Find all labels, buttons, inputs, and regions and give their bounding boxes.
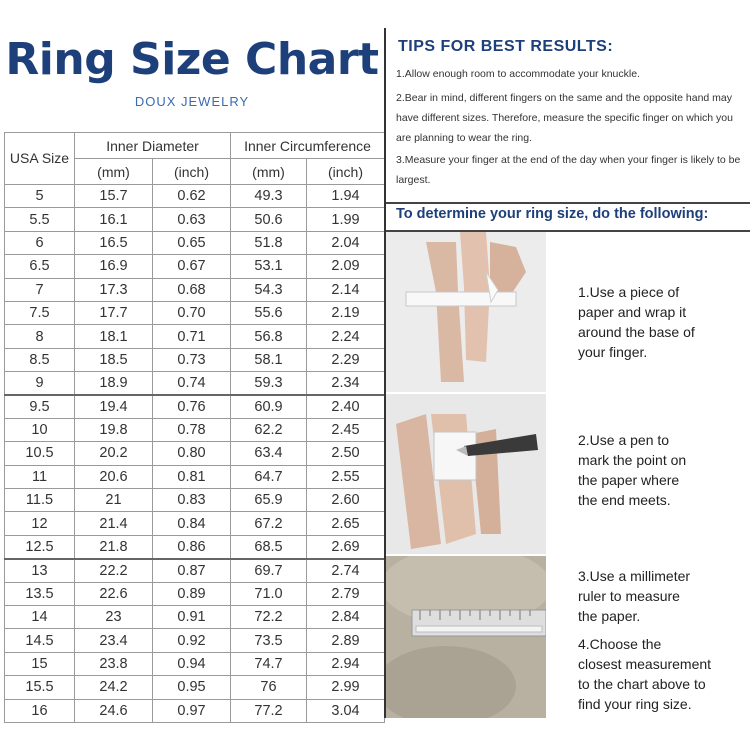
cell-circumference-mm: 65.9 [231, 489, 307, 512]
table-row [5, 442, 385, 465]
header-diameter-inch: (inch) [153, 159, 231, 185]
table-header-row [5, 133, 385, 159]
cell-circumference-inch: 2.55 [307, 465, 385, 488]
cell-usa-size: 14 [5, 606, 75, 629]
ruler-measure-icon [386, 556, 546, 718]
cell-circumference-inch: 2.74 [307, 559, 385, 582]
cell-diameter-inch: 0.78 [153, 418, 231, 441]
cell-diameter-inch: 0.62 [153, 185, 231, 208]
cell-usa-size: 9 [5, 372, 75, 395]
cell-diameter-mm: 20.6 [75, 465, 153, 488]
table-row [5, 372, 385, 395]
table-row [5, 395, 385, 418]
cell-circumference-inch: 2.99 [307, 676, 385, 699]
cell-circumference-inch: 2.65 [307, 512, 385, 535]
table-row [5, 535, 385, 558]
tip-3: 3.Measure your finger at the end of the day when your finger is likely to be largest. [396, 154, 741, 186]
cell-usa-size: 12 [5, 512, 75, 535]
header-usa-size: USA Size [5, 133, 75, 185]
cell-circumference-inch: 2.19 [307, 301, 385, 324]
cell-circumference-mm: 71.0 [231, 582, 307, 605]
cell-usa-size: 10.5 [5, 442, 75, 465]
cell-usa-size: 8 [5, 325, 75, 348]
cell-diameter-mm: 19.8 [75, 418, 153, 441]
cell-diameter-inch: 0.89 [153, 582, 231, 605]
cell-usa-size: 11 [5, 465, 75, 488]
step-3-text: 3.Use a millimeter ruler to measure the paper. [578, 568, 691, 624]
cell-circumference-mm: 51.8 [231, 231, 307, 254]
cell-diameter-mm: 21.4 [75, 512, 153, 535]
cell-circumference-mm: 58.1 [231, 348, 307, 371]
cell-diameter-inch: 0.84 [153, 512, 231, 535]
cell-diameter-inch: 0.86 [153, 535, 231, 558]
table-row [5, 676, 385, 699]
cell-circumference-mm: 62.2 [231, 418, 307, 441]
table-row [5, 325, 385, 348]
cell-circumference-mm: 54.3 [231, 278, 307, 301]
cell-diameter-mm: 18.5 [75, 348, 153, 371]
cell-usa-size: 12.5 [5, 535, 75, 558]
table-row [5, 348, 385, 371]
cell-circumference-inch: 2.84 [307, 606, 385, 629]
cell-circumference-mm: 74.7 [231, 652, 307, 675]
cell-circumference-mm: 69.7 [231, 559, 307, 582]
cell-diameter-mm: 23.8 [75, 652, 153, 675]
cell-usa-size: 5 [5, 185, 75, 208]
cell-usa-size: 6.5 [5, 255, 75, 278]
cell-usa-size: 5.5 [5, 208, 75, 231]
cell-circumference-inch: 1.99 [307, 208, 385, 231]
table-row [5, 699, 385, 722]
cell-circumference-mm: 73.5 [231, 629, 307, 652]
cell-diameter-inch: 0.95 [153, 676, 231, 699]
cell-diameter-inch: 0.63 [153, 208, 231, 231]
step-1-image [386, 232, 546, 392]
cell-usa-size: 6 [5, 231, 75, 254]
cell-circumference-inch: 2.04 [307, 231, 385, 254]
cell-circumference-mm: 72.2 [231, 606, 307, 629]
cell-diameter-inch: 0.68 [153, 278, 231, 301]
tip-2: 2.Bear in mind, different fingers on the same and the opposite hand may have different sizes. Therefore, measure the specific finger on which you are planning to wear the ring. [396, 92, 733, 144]
cell-usa-size: 10 [5, 418, 75, 441]
cell-diameter-inch: 0.94 [153, 652, 231, 675]
cell-diameter-mm: 19.4 [75, 395, 153, 418]
cell-usa-size: 13 [5, 559, 75, 582]
cell-usa-size: 9.5 [5, 395, 75, 418]
page-title: Ring Size Chart [5, 34, 379, 85]
cell-diameter-inch: 0.70 [153, 301, 231, 324]
cell-diameter-inch: 0.97 [153, 699, 231, 722]
cell-usa-size: 16 [5, 699, 75, 722]
cell-circumference-mm: 56.8 [231, 325, 307, 348]
cell-usa-size: 7 [5, 278, 75, 301]
table-row [5, 582, 385, 605]
cell-diameter-mm: 21.8 [75, 535, 153, 558]
cell-usa-size: 14.5 [5, 629, 75, 652]
cell-circumference-mm: 67.2 [231, 512, 307, 535]
table-row [5, 208, 385, 231]
cell-usa-size: 11.5 [5, 489, 75, 512]
cell-circumference-mm: 50.6 [231, 208, 307, 231]
cell-circumference-mm: 63.4 [231, 442, 307, 465]
step-2-image [386, 394, 546, 554]
title-block [0, 0, 384, 132]
cell-diameter-mm: 16.1 [75, 208, 153, 231]
cell-diameter-inch: 0.67 [153, 255, 231, 278]
table-row [5, 301, 385, 324]
brand-name: DOUX JEWELRY [134, 94, 250, 109]
cell-diameter-mm: 16.9 [75, 255, 153, 278]
cell-circumference-mm: 64.7 [231, 465, 307, 488]
table-row [5, 185, 385, 208]
step-3-image [386, 556, 546, 718]
table-row [5, 231, 385, 254]
cell-diameter-mm: 20.2 [75, 442, 153, 465]
cell-circumference-mm: 53.1 [231, 255, 307, 278]
table-row [5, 489, 385, 512]
cell-circumference-inch: 2.14 [307, 278, 385, 301]
cell-circumference-mm: 55.6 [231, 301, 307, 324]
cell-diameter-mm: 24.6 [75, 699, 153, 722]
cell-usa-size: 8.5 [5, 348, 75, 371]
cell-circumference-inch: 2.50 [307, 442, 385, 465]
cell-diameter-inch: 0.65 [153, 231, 231, 254]
tips-title: TIPS FOR BEST RESULTS: [398, 38, 614, 55]
pen-marking-icon [386, 394, 546, 554]
cell-diameter-inch: 0.91 [153, 606, 231, 629]
table-row [5, 255, 385, 278]
cell-circumference-inch: 2.79 [307, 582, 385, 605]
cell-diameter-mm: 22.2 [75, 559, 153, 582]
cell-diameter-inch: 0.81 [153, 465, 231, 488]
step-4-text: 4.Choose the closest measurement to the chart above to find your ring size. [578, 636, 712, 712]
cell-diameter-mm: 17.3 [75, 278, 153, 301]
table-row [5, 418, 385, 441]
header-circumference-inch: (inch) [307, 159, 385, 185]
cell-diameter-mm: 18.1 [75, 325, 153, 348]
cell-circumference-mm: 77.2 [231, 699, 307, 722]
cell-diameter-inch: 0.74 [153, 372, 231, 395]
cell-diameter-mm: 23.4 [75, 629, 153, 652]
cell-diameter-inch: 0.80 [153, 442, 231, 465]
cell-circumference-inch: 3.04 [307, 699, 385, 722]
header-diameter-mm: (mm) [75, 159, 153, 185]
cell-usa-size: 13.5 [5, 582, 75, 605]
cell-circumference-inch: 2.29 [307, 348, 385, 371]
table-row [5, 465, 385, 488]
cell-circumference-inch: 2.34 [307, 372, 385, 395]
how-to-title: To determine your ring size, do the following: [396, 206, 709, 222]
cell-diameter-inch: 0.76 [153, 395, 231, 418]
cell-diameter-mm: 15.7 [75, 185, 153, 208]
cell-circumference-inch: 2.24 [307, 325, 385, 348]
cell-diameter-mm: 21 [75, 489, 153, 512]
cell-circumference-mm: 68.5 [231, 535, 307, 558]
cell-circumference-mm: 49.3 [231, 185, 307, 208]
cell-diameter-inch: 0.87 [153, 559, 231, 582]
cell-circumference-mm: 60.9 [231, 395, 307, 418]
cell-circumference-inch: 2.09 [307, 255, 385, 278]
table-row [5, 278, 385, 301]
header-inner-diameter: Inner Diameter [75, 133, 231, 159]
table-row [5, 606, 385, 629]
cell-circumference-inch: 2.94 [307, 652, 385, 675]
step-1-text: 1.Use a piece of paper and wrap it around the base of your finger. [578, 284, 695, 360]
cell-diameter-mm: 23 [75, 606, 153, 629]
ring-size-table [4, 132, 385, 723]
cell-circumference-inch: 2.69 [307, 535, 385, 558]
cell-diameter-mm: 18.9 [75, 372, 153, 395]
cell-diameter-mm: 24.2 [75, 676, 153, 699]
cell-circumference-mm: 76 [231, 676, 307, 699]
header-circumference-mm: (mm) [231, 159, 307, 185]
cell-circumference-inch: 2.45 [307, 418, 385, 441]
cell-diameter-inch: 0.73 [153, 348, 231, 371]
table-row [5, 512, 385, 535]
table-body [5, 185, 385, 723]
table-row [5, 559, 385, 582]
cell-circumference-mm: 59.3 [231, 372, 307, 395]
step-2-text: 2.Use a pen to mark the point on the paper where the end meets. [578, 432, 687, 508]
cell-diameter-mm: 22.6 [75, 582, 153, 605]
cell-usa-size: 15.5 [5, 676, 75, 699]
cell-diameter-mm: 17.7 [75, 301, 153, 324]
cell-diameter-inch: 0.92 [153, 629, 231, 652]
cell-diameter-inch: 0.83 [153, 489, 231, 512]
cell-diameter-inch: 0.71 [153, 325, 231, 348]
table-row [5, 629, 385, 652]
cell-circumference-inch: 2.60 [307, 489, 385, 512]
hand-wrap-paper-icon [386, 232, 546, 392]
table-row [5, 652, 385, 675]
cell-circumference-inch: 2.40 [307, 395, 385, 418]
header-inner-circumference: Inner Circumference [231, 133, 385, 159]
cell-circumference-inch: 2.89 [307, 629, 385, 652]
cell-diameter-mm: 16.5 [75, 231, 153, 254]
cell-circumference-inch: 1.94 [307, 185, 385, 208]
cell-usa-size: 15 [5, 652, 75, 675]
how-to-top-rule [386, 202, 750, 204]
cell-usa-size: 7.5 [5, 301, 75, 324]
tip-1: 1.Allow enough room to accommodate your knuckle. [396, 68, 640, 80]
